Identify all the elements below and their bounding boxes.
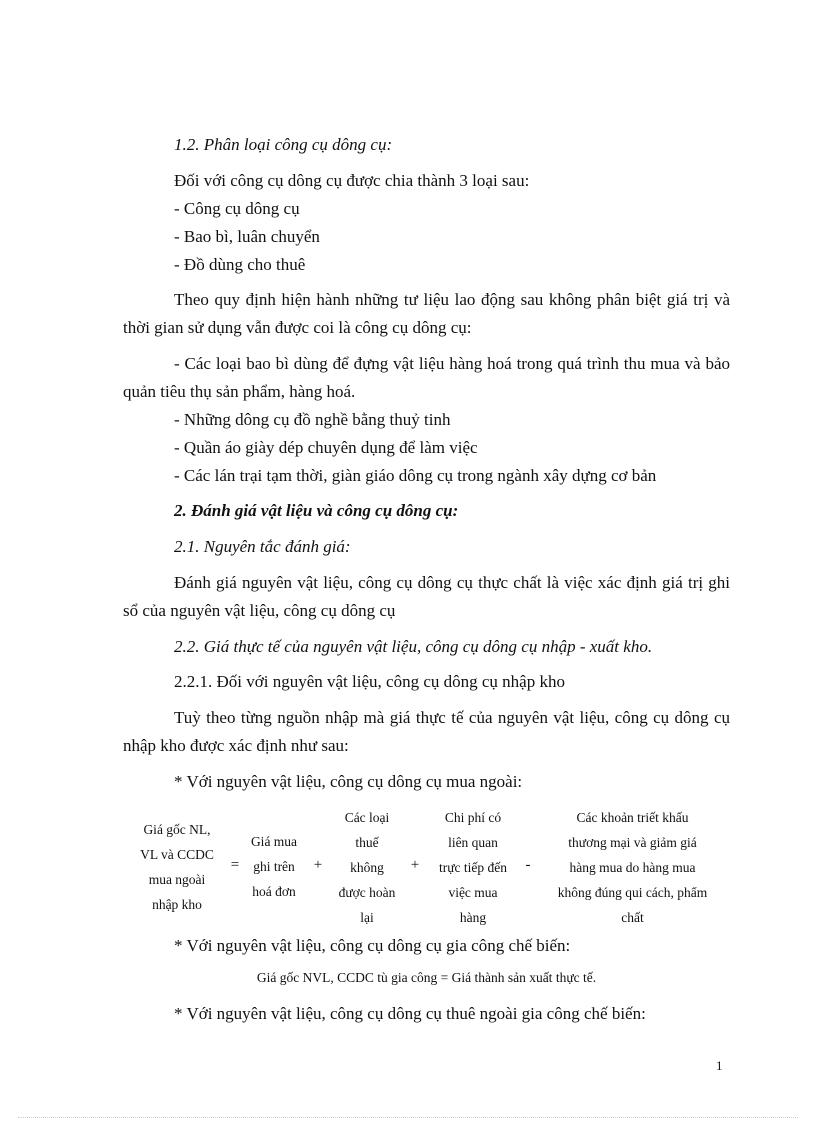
paragraph-packaging: - Các loại bao bì dùng để đựng vật liệu hàng hoá trong quá trình thu mua và bảo quản tiêu thụ sản phẩm, hàng hoá. [123,354,730,401]
case-purchase: * Với nguyên vật liệu, công cụ dông cụ mua ngoài: [174,772,523,791]
purchase-cost-formula [123,807,730,925]
list-item: - Công cụ dông cụ [174,199,300,218]
plus-sign: + [410,857,420,873]
list-item: - Các lán trại tạm thời, giàn giáo dông cụ trong ngành xây dựng cơ bản [174,466,657,485]
formula-term-taxes: Các loại thuế không được hoàn lại [338,810,396,925]
heading-2: 2. Đánh giá vật liệu và công cụ dông cụ: [174,501,459,520]
formula-term-discounts: Các khoản triết khấu thương mại và giảm giá hàng mua do hàng mua không đúng qui cách, phẩm chất [557,810,708,925]
paragraph-rule: Theo quy định hiện hành những tư liệu lao động sau không phân biệt giá trị và thời gian sử dụng vẫn được coi là công cụ dông cụ: [123,290,730,337]
equals-sign: = [230,857,240,873]
heading-2-1: 2.1. Nguyên tắc đánh giá: [174,537,351,556]
page-number: 1 [716,1058,723,1073]
plus-sign: + [313,857,323,873]
paragraph-intro: Đối với công cụ dông cụ được chia thành 3 loại sau: [174,171,530,190]
heading-2-2: 2.2. Giá thực tế của nguyên vật liệu, công cụ dông cụ nhập - xuất kho. [174,637,653,656]
list-item: - Quần áo giày dép chuyên dụng để làm việc [174,438,478,457]
formula-lhs: Giá gốc NL, VL và CCDC mua ngoài nhập kho [140,822,214,912]
formula-term-purchase-price: Giá mua ghi trên hoá đơn [250,834,298,899]
paragraph-sources: Tuỳ theo từng nguồn nhập mà giá thực tế của nguyên vật liệu, công cụ dông cụ nhập kho được xác định như sau: [123,708,730,755]
minus-sign: - [525,857,531,873]
processing-cost-formula: Giá gốc NVL, CCDC tù gia công = Giá thành sản xuất thực tế. [256,970,597,985]
list-item: - Đồ dùng cho thuê [174,255,306,274]
paragraph-principle: Đánh giá nguyên vật liệu, công cụ dông cụ thực chất là việc xác định giá trị ghi sổ của nguyên vật liệu, công cụ dông cụ [123,573,730,620]
heading-1-2: 1.2. Phân loại công cụ dông cụ: [174,135,393,154]
list-item: - Bao bì, luân chuyển [174,227,320,246]
case-processing: * Với nguyên vật liệu, công cụ dông cụ gia công chế biến: [174,936,571,955]
case-outsourced: * Với nguyên vật liệu, công cụ dông cụ thuê ngoài gia công chế biến: [174,1004,646,1023]
formula-term-related-costs: Chi phí có liên quan trực tiếp đến việc mua hàng [438,810,508,925]
heading-2-2-1: 2.2.1. Đối với nguyên vật liệu, công cụ dông cụ nhập kho [174,672,565,691]
list-item: - Những dông cụ đồ nghề bằng thuỷ tinh [174,410,451,429]
page-divider [18,1117,798,1118]
